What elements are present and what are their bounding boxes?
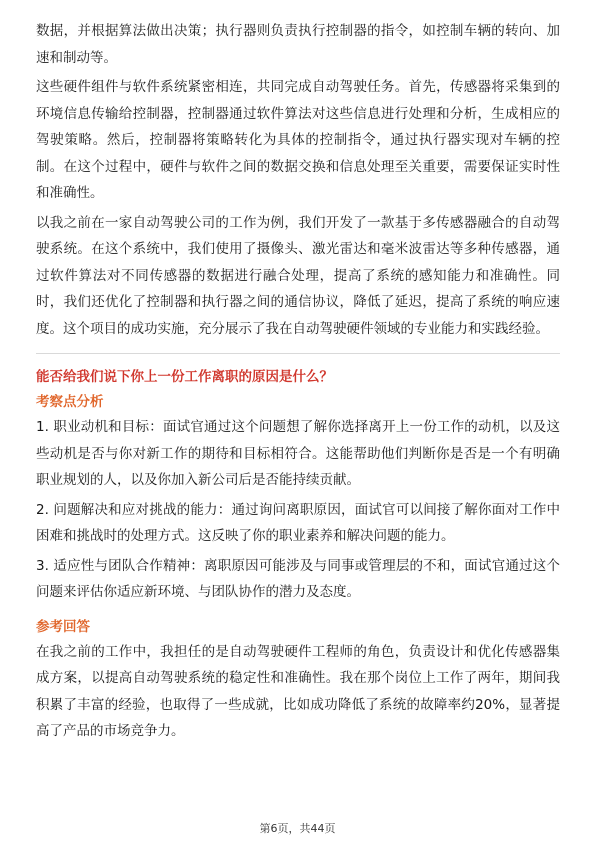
answer-paragraph: 在我之前的工作中，我担任的是自动驾驶硬件工程师的角色，负责设计和优化传感器集成方案，以提高自动驾驶系统的稳定性和准确性。我在那个岗位上工作了两年，期间我积累了丰富的经验，也取得了一些成就，比如成功降低了系统的故障率约20%，显著提高了产品的市场竞争力。 [36,643,560,739]
analysis-item: 1. 职业动机和目标：面试官通过这个问题想了解你选择离开上一份工作的动机，以及这些动机是否与你对新工作的期待和目标相符合。这能帮助他们判断你是否是一个有明确职业规划的人，以及你加入新公司后是否能持续贡献。 [36,419,560,488]
analysis-heading: 考察点分析 [36,394,104,410]
body-paragraph: 数据，并根据算法做出决策；执行器则负责执行控制器的指令，如控制车辆的转向、加速和制动等。 [36,23,560,66]
body-paragraph: 以我之前在一家自动驾驶公司的工作为例，我们开发了一款基于多传感器融合的自动驾驶系统。在这个系统中，我们使用了摄像头、激光雷达和毫米波雷达等多种传感器，通过软件算法对不同传感器的数据进行融合处理，提高了系统的感知能力和准确性。同时，我们还优化了控制器和执行器之间的通信协议，降低了延迟，提高了系统的响应速度。这个项目的成功实施，充分展示了我在自动驾驶硬件领域的专业能力和实践经验。 [36,214,560,337]
analysis-item: 3. 适应性与团队合作精神：离职原因可能涉及与同事或管理层的不和，面试官通过这个问题来评估你适应新环境、与团队协作的潜力及态度。 [36,557,560,600]
analysis-item: 2. 问题解决和应对挑战的能力：通过询问离职原因，面试官可以间接了解你面对工作中困难和挑战时的处理方式。这反映了你的职业素养和解决问题的能力。 [36,501,560,544]
page-footer: 第6页，共44页 [259,822,336,835]
section-divider [36,353,560,354]
body-paragraph: 这些硬件组件与软件系统紧密相连，共同完成自动驾驶任务。首先，传感器将采集到的环境信息传输给控制器，控制器通过软件算法对这些信息进行处理和分析，生成相应的驾驶策略。然后，控制器将策略转化为具体的控制指令，通过执行器实现对车辆的控制。在这个过程中，硬件与软件之间的数据交换和信息处理至关重要，需要保证实时性和准确性。 [36,79,560,201]
answer-heading: 参考回答 [36,618,90,635]
question-heading: 能否给我们说下你上一份工作离职的原因是什么？ [36,369,333,385]
document-page [36,18,560,748]
